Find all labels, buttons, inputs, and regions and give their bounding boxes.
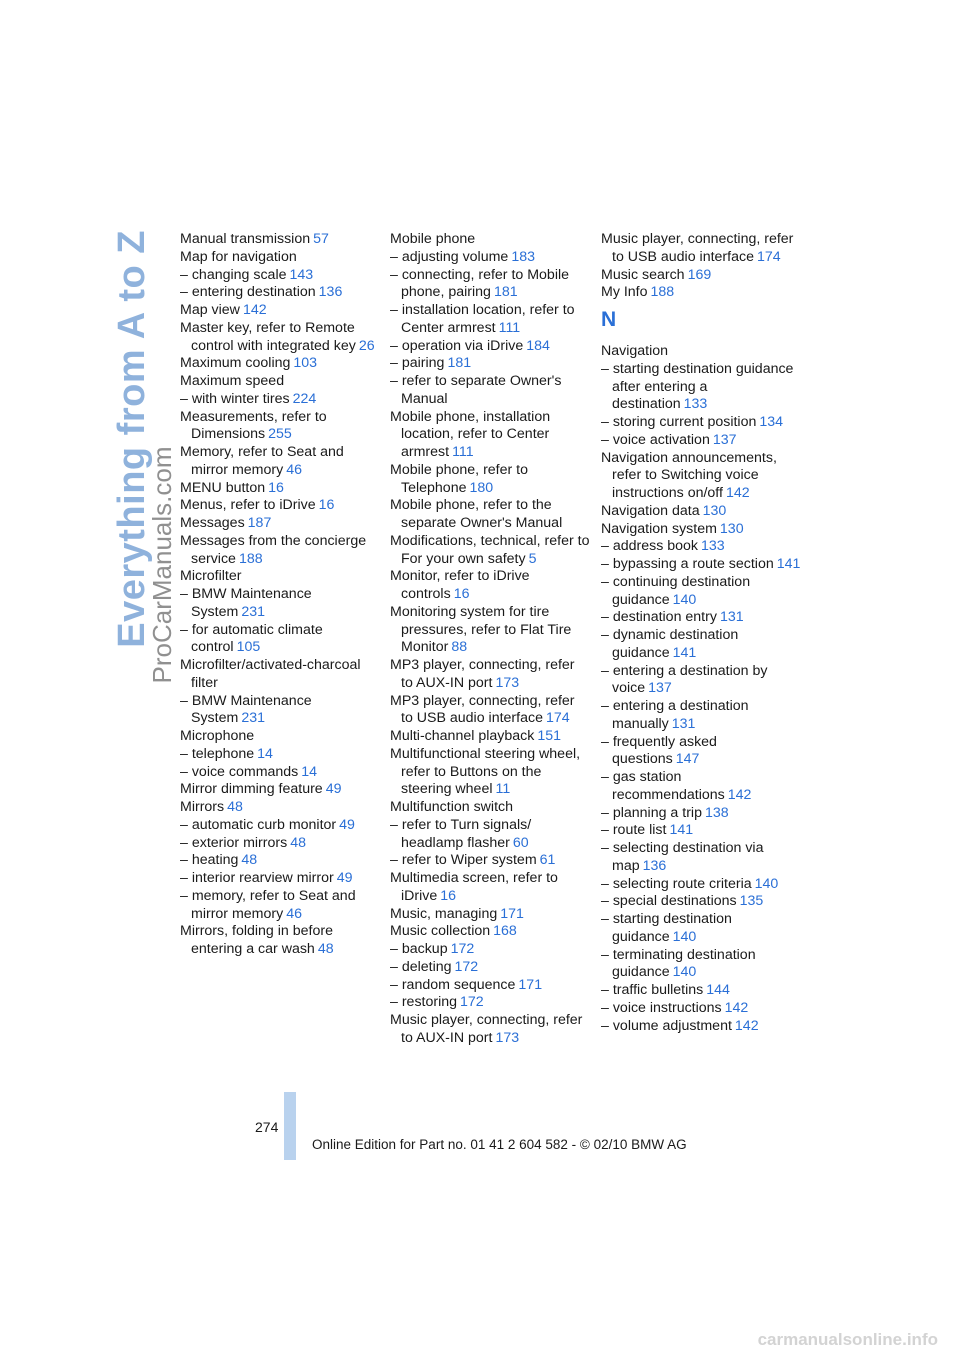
index-entry-text: – storing current position <box>601 414 757 430</box>
index-entry-text: Map view <box>180 302 240 318</box>
index-entry-text: – refer to Wiper system <box>390 852 537 869</box>
index-entry <box>390 302 590 338</box>
index-letter-heading: N <box>601 308 617 331</box>
index-entry <box>390 657 590 693</box>
index-page-link[interactable]: 187 <box>247 515 272 531</box>
index-entry-text: Messages <box>180 515 245 531</box>
index-entry <box>601 231 801 267</box>
index-page-link[interactable]: 143 <box>289 266 314 283</box>
index-entry <box>390 923 590 941</box>
index-entry <box>601 805 801 823</box>
index-entry <box>180 781 380 799</box>
index-entry-text: Monitoring system for tire pressures, refer to Flat Tire Monitor <box>390 603 572 656</box>
index-entry-text: – gas station recommendations <box>601 769 725 803</box>
index-page-link[interactable]: 16 <box>268 479 284 496</box>
index-page-link[interactable]: 137 <box>712 431 737 448</box>
index-entry-text: Navigation announcements, refer to Switching voice instructions on/off <box>601 449 777 501</box>
index-entry-text: Navigation system <box>601 520 717 537</box>
index-entry-text: – exterior mirrors <box>180 834 288 851</box>
footer-edition-text: Online Edition for Part no. 01 41 2 604 582 - © 02/10 BMW AG <box>312 1137 687 1152</box>
index-entry <box>601 343 801 361</box>
index-entry <box>390 338 590 356</box>
index-entry <box>390 1012 590 1048</box>
index-entry <box>601 521 801 539</box>
index-entry <box>180 373 380 391</box>
index-page-link[interactable]: 180 <box>469 479 494 496</box>
index-page-link[interactable]: 231 <box>241 603 265 620</box>
index-entry <box>601 432 801 450</box>
index-entry <box>390 799 590 817</box>
index-entry <box>601 822 801 840</box>
index-page-link[interactable]: 141 <box>669 822 694 839</box>
index-entry-text: Mirrors, folding in before entering a car wash <box>180 923 333 957</box>
index-entry-text: MENU button <box>180 479 266 496</box>
index-entry <box>180 817 380 835</box>
footer-accent-bar <box>284 1092 296 1160</box>
index-page-link[interactable]: 26 <box>358 337 375 354</box>
index-entry <box>180 497 380 515</box>
index-entry <box>180 693 380 729</box>
index-page-link[interactable]: 131 <box>719 609 744 626</box>
index-entry <box>390 355 590 373</box>
index-page-link[interactable]: 142 <box>727 786 752 803</box>
index-page-link[interactable]: 141 <box>776 556 801 572</box>
index-entry-text: MP3 player, connecting, refer to USB audio interface <box>390 692 575 727</box>
index-entry <box>180 249 380 267</box>
index-entry <box>390 693 590 729</box>
index-entry <box>390 959 590 977</box>
index-entry-text: – entering a destination by voice <box>601 662 768 697</box>
index-entry <box>180 284 380 302</box>
index-entry-text: – deleting <box>390 958 452 975</box>
index-entry-text: Mirror dimming feature <box>180 781 323 798</box>
index-entry-text: – dynamic destination guidance <box>601 627 739 661</box>
index-entry <box>180 586 380 622</box>
index-entry-text: Menus, refer to iDrive <box>180 497 316 514</box>
index-entry <box>601 1000 801 1018</box>
index-entry <box>601 893 801 911</box>
index-page-link[interactable]: 46 <box>286 461 302 478</box>
index-entry-text: Navigation <box>601 343 669 359</box>
index-page-link[interactable]: 172 <box>454 958 479 975</box>
index-page-link[interactable]: 171 <box>500 905 524 922</box>
index-entry <box>601 609 801 627</box>
index-entry-text: – voice commands <box>180 763 299 780</box>
index-entry-text: – for automatic climate control <box>180 621 323 656</box>
index-entry <box>180 515 380 533</box>
index-page-link[interactable]: 136 <box>642 857 667 874</box>
index-entry-text: Manual transmission <box>180 231 311 247</box>
index-page-link[interactable]: 188 <box>238 550 263 567</box>
index-entry-text: – refer to separate Owner's Manual <box>390 373 562 407</box>
index-entry-text: – pairing <box>390 355 445 372</box>
index-page-link[interactable]: 103 <box>293 355 318 372</box>
index-entry <box>180 764 380 782</box>
index-entry <box>601 284 801 302</box>
index-page-link[interactable]: 14 <box>257 745 273 762</box>
index-entry-text: Multifunction switch <box>390 799 514 815</box>
index-entry <box>601 267 801 285</box>
index-page-link[interactable]: 105 <box>236 639 261 656</box>
index-entry-text: Master key, refer to Remote control with integrated key <box>180 319 356 354</box>
index-entry-text: Microphone <box>180 728 255 744</box>
index-entry-text: Mobile phone <box>390 231 476 247</box>
index-entry-text: – installation location, refer to Center armrest <box>390 302 575 336</box>
index-page-link[interactable]: 138 <box>704 804 729 821</box>
index-entry <box>390 568 590 604</box>
index-page-link[interactable]: 14 <box>301 763 318 780</box>
index-entry-text: Messages from the concierge service <box>180 532 367 567</box>
index-entry <box>390 977 590 995</box>
index-entry-text: – adjusting volume <box>390 248 509 265</box>
index-entry-text: Multifunctional steering wheel, refer to Buttons on the steering wheel <box>390 745 581 798</box>
index-entry <box>180 444 380 480</box>
index-entry <box>180 409 380 445</box>
index-page-link[interactable]: 151 <box>537 728 561 744</box>
index-page-link[interactable]: 172 <box>450 941 475 957</box>
index-entry <box>601 450 801 503</box>
index-entry <box>601 414 801 432</box>
index-page-link[interactable]: 174 <box>545 710 570 727</box>
index-entry-text: – automatic curb monitor <box>180 816 337 833</box>
index-entry-text: – connecting, refer to Mobile phone, pairing <box>390 266 570 301</box>
index-entry-text: – bypassing a route section <box>601 556 774 572</box>
index-page-link[interactable]: 188 <box>650 284 675 301</box>
index-page-link[interactable]: 140 <box>754 875 779 892</box>
index-entry <box>390 746 590 799</box>
index-entry <box>601 769 801 805</box>
index-entry-text: Modifications, technical, refer to For your own safety <box>390 532 590 567</box>
index-entry <box>601 982 801 1000</box>
index-column-2 <box>390 231 590 1048</box>
index-entry-text: – voice instructions <box>601 999 722 1016</box>
index-entry <box>180 888 380 924</box>
index-entry-text: Music, managing <box>390 905 498 922</box>
index-entry-text: – with winter tires <box>180 390 290 407</box>
index-page-link[interactable]: 131 <box>671 715 696 732</box>
index-entry <box>601 361 801 414</box>
index-entry <box>180 302 380 320</box>
index-page-link[interactable]: 49 <box>339 816 355 833</box>
index-entry-text: Microfilter/activated-charcoal filter <box>180 657 361 691</box>
index-entry <box>390 906 590 924</box>
index-entry <box>601 663 801 699</box>
index-entry-text: Measurements, refer to Dimensions <box>180 408 327 443</box>
index-page-link[interactable]: 184 <box>526 337 550 354</box>
index-entry-text: – traffic bulletins <box>601 982 704 998</box>
index-page-link[interactable]: 130 <box>702 502 727 519</box>
index-entry-text: – interior rearview mirror <box>180 870 334 886</box>
index-entry-text: Music search <box>601 266 685 283</box>
index-page-link[interactable]: 224 <box>292 390 317 407</box>
index-entry <box>180 533 380 569</box>
index-entry <box>390 852 590 870</box>
index-entry <box>180 852 380 870</box>
index-page-link[interactable]: 135 <box>739 893 764 910</box>
index-entry-text: – BMW Maintenance System <box>180 586 312 620</box>
index-entry <box>601 840 801 876</box>
index-entry-text: – selecting route criteria <box>601 875 752 892</box>
index-page-link[interactable]: 140 <box>672 964 697 981</box>
index-column-1 <box>180 231 380 959</box>
index-entry <box>390 231 590 249</box>
index-entry <box>180 267 380 285</box>
index-page-link[interactable]: 111 <box>498 319 521 336</box>
index-entry-text: Map for navigation <box>180 248 297 265</box>
index-entry-text: Music player, connecting, refer to AUX-IN port <box>390 1012 583 1046</box>
index-entry-text: – changing scale <box>180 266 287 283</box>
index-entry <box>601 911 801 947</box>
index-entry-text: Microfilter <box>180 568 242 585</box>
index-page-link[interactable]: 49 <box>325 781 342 798</box>
index-entry <box>180 870 380 888</box>
index-page-link[interactable]: 49 <box>336 870 353 886</box>
index-page-link[interactable]: 140 <box>672 591 697 608</box>
index-entry <box>601 574 801 610</box>
index-page-link[interactable]: 181 <box>447 355 472 372</box>
index-page-link[interactable]: 48 <box>241 852 258 869</box>
index-page-link[interactable]: 142 <box>724 999 749 1016</box>
index-entry-text: Memory, refer to Seat and mirror memory <box>180 444 344 478</box>
index-entry-text: Multimedia screen, refer to iDrive <box>390 870 558 904</box>
index-entry <box>180 320 380 356</box>
index-entry <box>390 497 590 533</box>
index-entry-text: – starting destination guidance after entering a destination <box>601 360 794 413</box>
index-entry <box>180 391 380 409</box>
index-page-link[interactable]: 16 <box>453 586 470 602</box>
index-entry-text: – address book <box>601 538 699 555</box>
index-entry-text: Mobile phone, refer to Telephone <box>390 461 529 496</box>
index-entry-text: – refer to Turn signals/ headlamp flasher <box>390 816 532 851</box>
index-entry <box>390 533 590 569</box>
index-page-link[interactable]: 168 <box>493 923 517 940</box>
index-page-link[interactable]: 48 <box>227 799 243 815</box>
index-page-link[interactable]: 181 <box>493 284 518 301</box>
site-watermark: carmanualsonline.info <box>757 1330 938 1349</box>
index-entry <box>390 249 590 267</box>
index-entry-text: Monitor, refer to iDrive controls <box>390 568 530 602</box>
index-entry-text: Mirrors <box>180 799 225 815</box>
index-entry-text: – BMW Maintenance System <box>180 692 312 727</box>
index-page-link[interactable]: 140 <box>672 928 697 945</box>
index-page-link[interactable]: 130 <box>719 520 744 537</box>
index-page-link[interactable]: 61 <box>539 852 556 869</box>
index-entry <box>601 556 801 574</box>
index-entry-text: Maximum cooling <box>180 355 291 372</box>
index-page-link[interactable]: 111 <box>452 444 474 460</box>
index-entry <box>390 728 590 746</box>
index-entry <box>390 604 590 657</box>
index-entry <box>180 622 380 658</box>
index-page-link[interactable]: 11 <box>495 781 511 798</box>
index-page-link[interactable]: 88 <box>451 639 468 656</box>
index-page-link[interactable]: 171 <box>518 976 543 993</box>
index-entry-text: – telephone <box>180 745 255 762</box>
index-entry <box>180 355 380 373</box>
index-page-link[interactable]: 141 <box>672 644 697 661</box>
index-entry <box>601 947 801 983</box>
index-entry <box>390 817 590 853</box>
index-page-link[interactable]: 142 <box>242 302 267 318</box>
index-page-link[interactable]: 142 <box>725 485 750 501</box>
index-entry <box>180 746 380 764</box>
index-entry-text: – selecting destination via map <box>601 840 764 874</box>
index-entry <box>601 734 801 770</box>
index-entry-text: Mobile phone, refer to the separate Owner's Manual <box>390 497 563 531</box>
index-page-link[interactable]: 137 <box>648 680 672 697</box>
index-page-link[interactable]: 133 <box>683 396 708 413</box>
index-page-link[interactable]: 173 <box>495 1029 520 1046</box>
index-entry-text: Music player, connecting, refer to USB audio interface <box>601 231 794 265</box>
index-page-link[interactable]: 134 <box>759 414 784 430</box>
index-page-link[interactable]: 16 <box>440 887 457 904</box>
index-page-link[interactable]: 133 <box>701 538 725 555</box>
index-entry <box>390 373 590 409</box>
index-entry-text: – starting destination guidance <box>601 911 732 945</box>
index-entry <box>601 627 801 663</box>
index-page-link[interactable]: 173 <box>495 674 520 691</box>
index-entry-text: Mobile phone, installation location, refer to Center armrest <box>390 408 551 460</box>
index-page-link[interactable]: 174 <box>756 248 781 265</box>
index-entry-text: – volume adjustment <box>601 1017 732 1034</box>
index-entry <box>601 538 801 556</box>
index-entry-text: – operation via iDrive <box>390 337 524 354</box>
index-entry <box>601 503 801 521</box>
index-entry-text: – backup <box>390 941 448 957</box>
index-entry-text: – restoring <box>390 994 458 1011</box>
index-entry-text: – random sequence <box>390 976 516 993</box>
index-entry <box>601 698 801 734</box>
index-entry <box>390 994 590 1012</box>
index-entry-text: – route list <box>601 822 667 839</box>
index-page-link[interactable]: 255 <box>268 426 292 443</box>
index-page-link[interactable]: 57 <box>313 231 329 247</box>
index-entry-text: – memory, refer to Seat and mirror memory <box>180 887 356 922</box>
index-page-link[interactable]: 5 <box>528 550 537 567</box>
index-page-link[interactable]: 169 <box>687 266 712 283</box>
brand-watermark-vertical: ProCarManuals.com <box>147 446 177 684</box>
index-entry-text: – continuing destination guidance <box>601 573 751 608</box>
index-entry <box>180 923 380 959</box>
index-entry <box>180 799 380 817</box>
index-page-link[interactable]: 60 <box>512 834 529 851</box>
index-page-link[interactable]: 142 <box>734 1017 759 1034</box>
page-number: 274 <box>255 1119 279 1135</box>
index-page-link[interactable]: 231 <box>241 710 265 727</box>
index-entry-text: MP3 player, connecting, refer to AUX-IN port <box>390 657 575 691</box>
index-entry-text: Navigation data <box>601 502 700 519</box>
index-page-link[interactable]: 144 <box>706 982 730 998</box>
index-page-link[interactable]: 48 <box>290 834 306 851</box>
index-page-link[interactable]: 16 <box>318 497 335 514</box>
index-entry <box>180 657 380 693</box>
index-entry <box>601 1018 801 1036</box>
index-entry <box>390 462 590 498</box>
index-column-3 <box>601 231 801 1035</box>
index-entry <box>390 941 590 959</box>
index-entry-text: Maximum speed <box>180 373 285 389</box>
index-page-link[interactable]: 136 <box>318 284 343 301</box>
index-entry <box>390 870 590 906</box>
index-entry-text: – heating <box>180 852 239 869</box>
index-entry-text: – voice activation <box>601 431 710 448</box>
index-entry <box>180 568 380 586</box>
index-entry <box>601 876 801 894</box>
index-entry-text: – special destinations <box>601 893 737 910</box>
index-page-link[interactable]: 183 <box>511 248 535 265</box>
index-entry-text: – entering destination <box>180 284 316 301</box>
index-entry-text: – entering a destination manually <box>601 698 749 732</box>
index-entry-text: My Info <box>601 284 648 301</box>
index-entry <box>180 728 380 746</box>
index-entry-text: Multi-channel playback <box>390 728 535 744</box>
index-entry-text: – destination entry <box>601 609 717 626</box>
index-entry <box>390 267 590 303</box>
index-page-link[interactable]: 48 <box>317 941 334 957</box>
index-page-link[interactable]: 46 <box>286 905 302 922</box>
index-entry <box>390 409 590 462</box>
index-entry <box>180 835 380 853</box>
index-entry-text: Music collection <box>390 923 491 940</box>
index-entry-text: – terminating destination guidance <box>601 946 756 981</box>
index-entry-text: – planning a trip <box>601 804 702 821</box>
index-entry <box>180 480 380 498</box>
index-page-link[interactable]: 147 <box>675 751 700 768</box>
index-entry <box>180 231 380 249</box>
section-title: Everything from A to Z <box>111 230 153 648</box>
index-entry-text: – frequently asked questions <box>601 733 717 768</box>
index-page-link[interactable]: 172 <box>460 994 484 1011</box>
